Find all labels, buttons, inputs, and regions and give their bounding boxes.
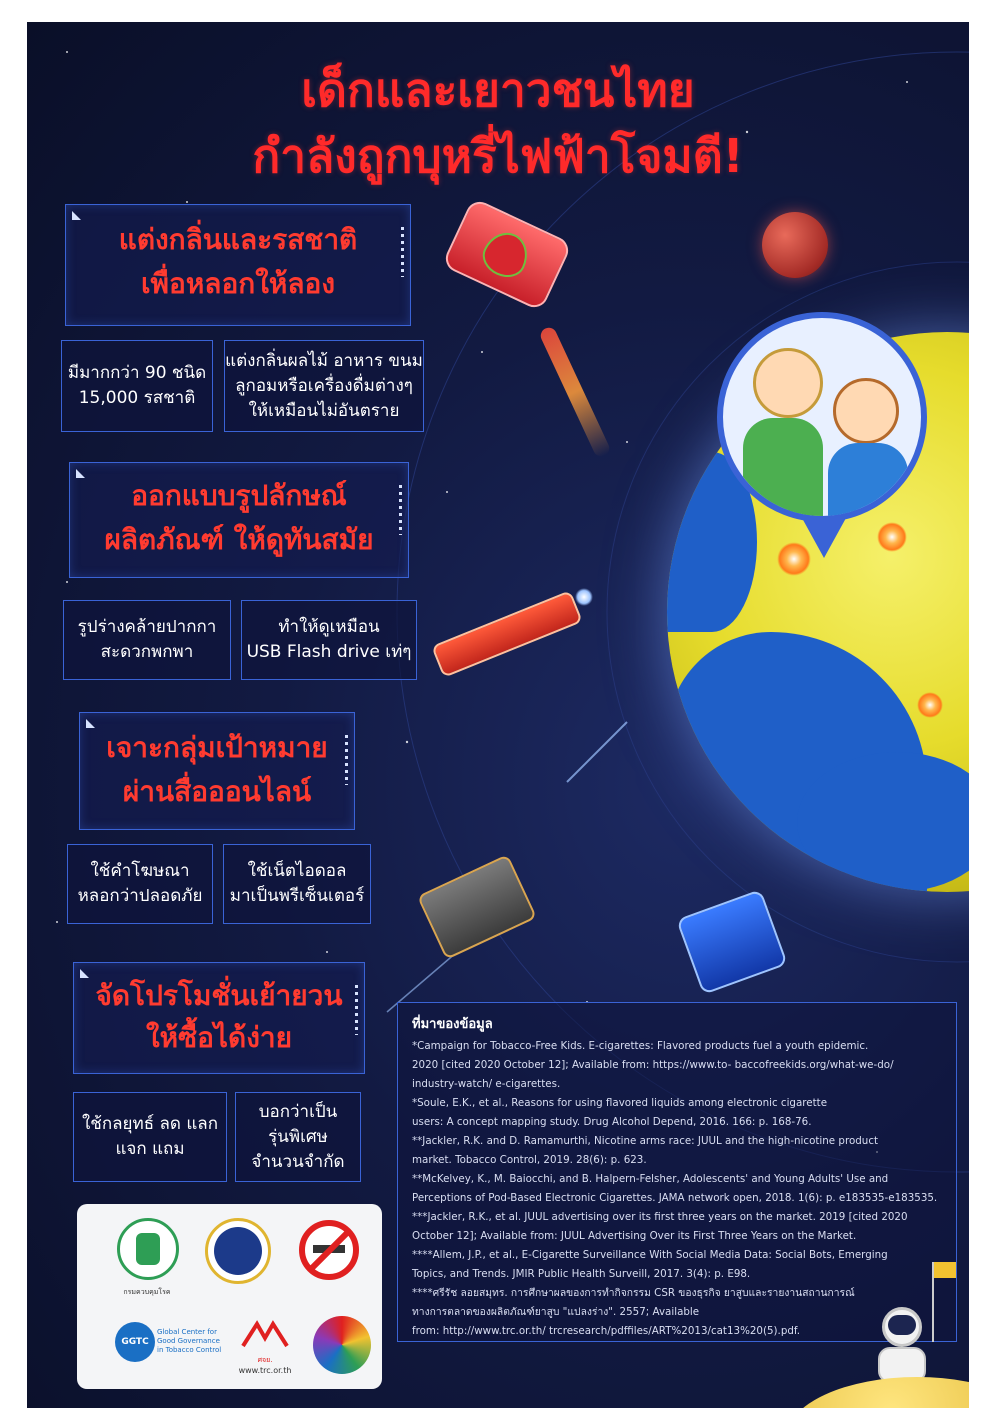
trc-label: ศจย. xyxy=(257,1356,273,1364)
reference-line: ***Jackler, R.K., et al. JUUL advertising over its first three years on the market. 2019 [cited 2020 xyxy=(412,1211,908,1223)
ggtc-name-line: in Tobacco Control xyxy=(157,1346,222,1354)
ggtc-logo-icon xyxy=(115,1322,155,1362)
poster xyxy=(27,22,969,1408)
reference-line: ทางการตลาดของผลิตภัณฑ์ยาสูบ "แปลงร่าง". 2557; Available xyxy=(412,1306,700,1318)
title-line-2: กำลังถูกบุหรี่ไฟฟ้าโจมตี! xyxy=(252,129,744,183)
reference-line: market. Tobacco Control, 2019. 28(6): p. 623. xyxy=(412,1154,647,1166)
section-1-box-1 xyxy=(61,340,213,432)
reference-line: **Jackler, R.K. and D. Ramamurthi, Nicotine arms race: JUUL and the high-nicotine product xyxy=(412,1135,879,1147)
box-line: หลอกว่าปลอดภัย xyxy=(77,886,203,906)
box-line: ใช้คำโฆษณา xyxy=(90,861,190,881)
pen-vape-glow xyxy=(575,588,593,606)
box-line: ใช้กลยุทธ์ ลด แลก xyxy=(81,1114,219,1134)
box-line: ลูกอมหรือเครื่องดื่มต่างๆ xyxy=(235,375,413,396)
title-line-1: เด็กและเยาวชนไทย xyxy=(301,63,695,117)
reference-line: *Soule, E.K., et al., Reasons for using flavored liquids among electronic cigarette xyxy=(412,1097,828,1109)
box-line: มีมากกว่า 90 ชนิด xyxy=(67,363,207,383)
pin-tail xyxy=(802,518,846,558)
seal-logo-icon xyxy=(205,1218,271,1284)
box-line: มาเป็นพรีเซ็นเตอร์ xyxy=(229,886,365,906)
logos-panel xyxy=(77,1204,382,1389)
box-line: USB Flash drive เท่ๆ xyxy=(246,642,412,662)
references-heading: ที่มาของข้อมูล xyxy=(412,1017,493,1032)
box-line: รุ่นพิเศษ xyxy=(268,1126,328,1147)
section-1-box-2 xyxy=(224,340,424,432)
flag-icon xyxy=(932,1262,934,1342)
box-line: แต่งกลิ่นผลไม้ อาหาร ขนม xyxy=(225,350,423,371)
ggtc-badge: GGTC xyxy=(121,1337,149,1347)
section-2-box-1 xyxy=(63,600,231,680)
children-pin-icon xyxy=(717,312,927,522)
reference-line: Perceptions of Pod-Based Electronic Cigarettes. JAMA network open, 2018. 1(6): p. e183535-e183535. xyxy=(412,1192,938,1204)
box-line: บอกว่าเป็น xyxy=(258,1101,338,1122)
moph-logo-icon xyxy=(117,1218,179,1280)
section-3-heading-line-2: ผ่านสื่อออนไลน์ xyxy=(122,775,312,808)
reference-line: 2020 [cited 2020 October 12]; Available from: https://www.to- baccofreekids.org/what-we-do/ xyxy=(412,1059,894,1071)
reference-line: ****ศรีรัช ลอยสมุทร. การศึกษาผลของการทำกิจกรรม CSR ของธุรกิจ ยาสูบและรายงานสถานการณ์ xyxy=(412,1287,855,1299)
section-4-heading-line-2: ให้ซื้อได้ง่าย xyxy=(145,1021,292,1054)
box-line: จำนวนจำกัด xyxy=(251,1151,345,1172)
reference-line: ****Allem, J.P., et al., E-Cigarette Surveillance With Social Media Data: Social Bots, Emerging xyxy=(412,1249,888,1261)
section-4-box-1 xyxy=(73,1092,227,1182)
section-1-heading xyxy=(65,204,411,326)
moph-caption: กรมควบคุมโรค xyxy=(123,1288,171,1296)
section-2-box-2 xyxy=(241,600,417,680)
references-panel xyxy=(397,1002,957,1342)
box-line: ใช้เน็ตไอดอล xyxy=(247,861,347,881)
reference-line: *Campaign for Tobacco-Free Kids. E-cigarettes: Flavored products fuel a youth epidemic. xyxy=(412,1040,869,1052)
reference-line: from: http://www.trc.or.th/ trcresearch/pdffiles/ART%2013/cat13%20(5).pdf. xyxy=(412,1325,801,1337)
reference-line: users: A concept mapping study. Drug Alcohol Depend, 2016. 166: p. 168-76. xyxy=(412,1116,812,1128)
section-1-heading-line-2: เพื่อหลอกให้ลอง xyxy=(140,267,335,300)
section-2-heading xyxy=(69,462,409,578)
section-4-heading xyxy=(73,962,365,1074)
box-line: แจก แถม xyxy=(115,1139,185,1159)
reference-line: October 12]; Available from: JUUL Advertising Over its First Three Years on the Market. xyxy=(412,1230,857,1242)
box-line: รูปร่างคล้ายปากกา xyxy=(77,617,217,637)
box-line: ทำให้ดูเหมือน xyxy=(278,617,380,637)
section-3-box-2 xyxy=(223,844,371,924)
no-smoking-icon xyxy=(299,1220,359,1280)
ggtc-name-line: Good Governance xyxy=(157,1337,220,1345)
reference-line: Topics, and Trends. JMIR Public Health Surveill, 2017. 3(4): p. E98. xyxy=(412,1268,751,1280)
section-3-heading xyxy=(79,712,355,830)
ggtc-name xyxy=(157,1328,227,1355)
box-line: สะดวกพกพา xyxy=(100,642,194,662)
section-2-heading-line-1: ออกแบบรูปลักษณ์ xyxy=(131,479,347,512)
box-line: 15,000 รสชาติ xyxy=(78,388,196,408)
section-1-heading-line-1: แต่งกลิ่นและรสชาติ xyxy=(118,223,358,256)
ggtc-name-line: Global Center for xyxy=(157,1328,217,1336)
box-line: ให้เหมือนไม่อันตราย xyxy=(248,400,400,421)
trc-site: www.trc.or.th xyxy=(238,1366,292,1375)
reference-line: **McKelvey, K., M. Baiocchi, and B. Halpern-Felsher, Adolescents' and Young Adults' Use and xyxy=(412,1173,889,1185)
section-2-heading-line-2: ผลิตภัณฑ์ ให้ดูทันสมัย xyxy=(104,523,374,556)
red-planet-icon xyxy=(762,212,828,278)
section-4-box-2 xyxy=(235,1092,361,1182)
community-logo-icon xyxy=(313,1316,371,1374)
trc-logo-icon xyxy=(235,1316,295,1356)
section-4-heading-line-1: จัดโปรโมชั่นเย้ายวน xyxy=(95,979,343,1012)
reference-line: industry-watch/ e-cigarettes. xyxy=(412,1078,561,1090)
section-3-box-1 xyxy=(67,844,213,924)
section-3-heading-line-1: เจาะกลุ่มเป้าหมาย xyxy=(106,731,328,764)
astronaut-icon xyxy=(872,1307,932,1387)
